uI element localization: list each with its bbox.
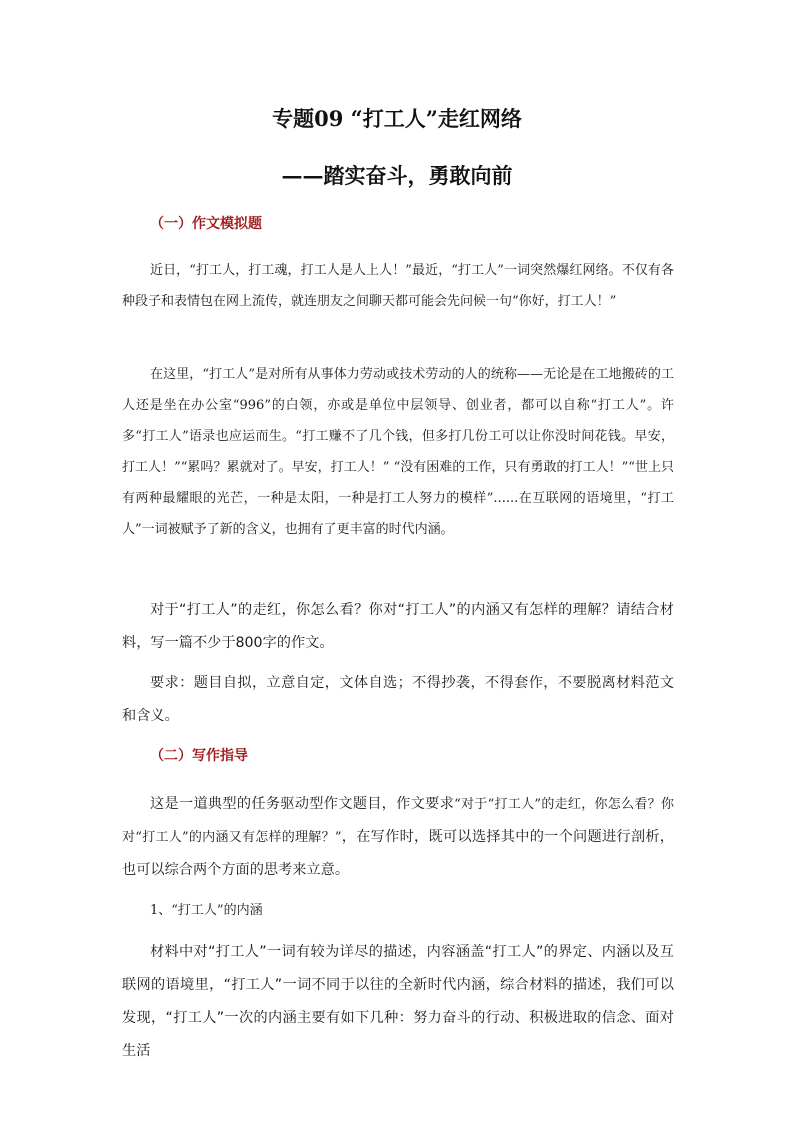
guide-paragraph-quote: “对于“打工人”的走红，你怎么看？你对“打工人”的内涵又有怎样的理解？” [122, 797, 674, 845]
section-heading-writing-guide: （二）写作指导 [150, 748, 248, 764]
guide-paragraph-start: 这是一道典型的任务驱动型作文题目，作文要求 [150, 796, 455, 812]
material-paragraph-2: 在这里，“打工人”是对所有从事体力劳动或技术劳动的人的统称——无论是在工地搬砖的工人还是坐在办公室“996”的白领，亦或是单位中层领导、创业者，都可以自称“打工人”。许多“打工人”语录也应运而生。“打工赚不了几个钱，但多打几份工可以让你没时间花钱。早安，打工人！”“累吗？累就对了。早安，打工人！” “没有困难的工作，只有勇敢的打工人！”“世上只有两种最耀眼的光芒，一种是太阳，一种是打工人努力的模样”......在互联网的语境里，“打工人”一词被赋予了新的含义，也拥有了更丰富的时代内涵。 [122, 367, 674, 537]
section-heading-essay-prompt: （一）作文模拟题 [150, 216, 262, 232]
point-1-paragraph: 材料中对“打工人”一词有较为详尽的描述，内容涵盖“打工人”的界定、内涵以及互联网的语境里，“打工人”一词不同于以往的全新时代内涵，综合材料的描述，我们可以发现，“打工人”一次的内涵主要有如下几种：努力奋斗的行动、积极进取的信念、面对生活 [122, 944, 674, 1059]
guide-paragraph [122, 788, 674, 887]
point-1-heading: 1、“打工人”的内涵 [150, 903, 263, 918]
document-subtitle: ——踏实奋斗，勇敢向前 [281, 163, 513, 188]
material-paragraph-1: 近日，“打工人，打工魂，打工人是人上人！”最近，“打工人”一词突然爆红网络。不仅有各种段子和表情包在网上流传，就连朋友之间聊天都可能会先问候一句“你好，打工人！” [122, 263, 674, 309]
guide-paragraph-end: ，在写作时，既可以选择其中的一个问题进行剖析，也可以综合两个方面的思考来立意。 [122, 829, 674, 878]
requirement-paragraph: 要求：题目自拟，立意自定，文体自选；不得抄袭，不得套作，不要脱离材料范文和含义。 [122, 675, 674, 724]
task-paragraph: 对于“打工人”的走红，你怎么看？你对“打工人”的内涵又有怎样的理解？请结合材料，写一篇不少于800字的作文。 [122, 602, 674, 651]
document-title: 专题09 “打工人”走红网络 [272, 106, 522, 131]
